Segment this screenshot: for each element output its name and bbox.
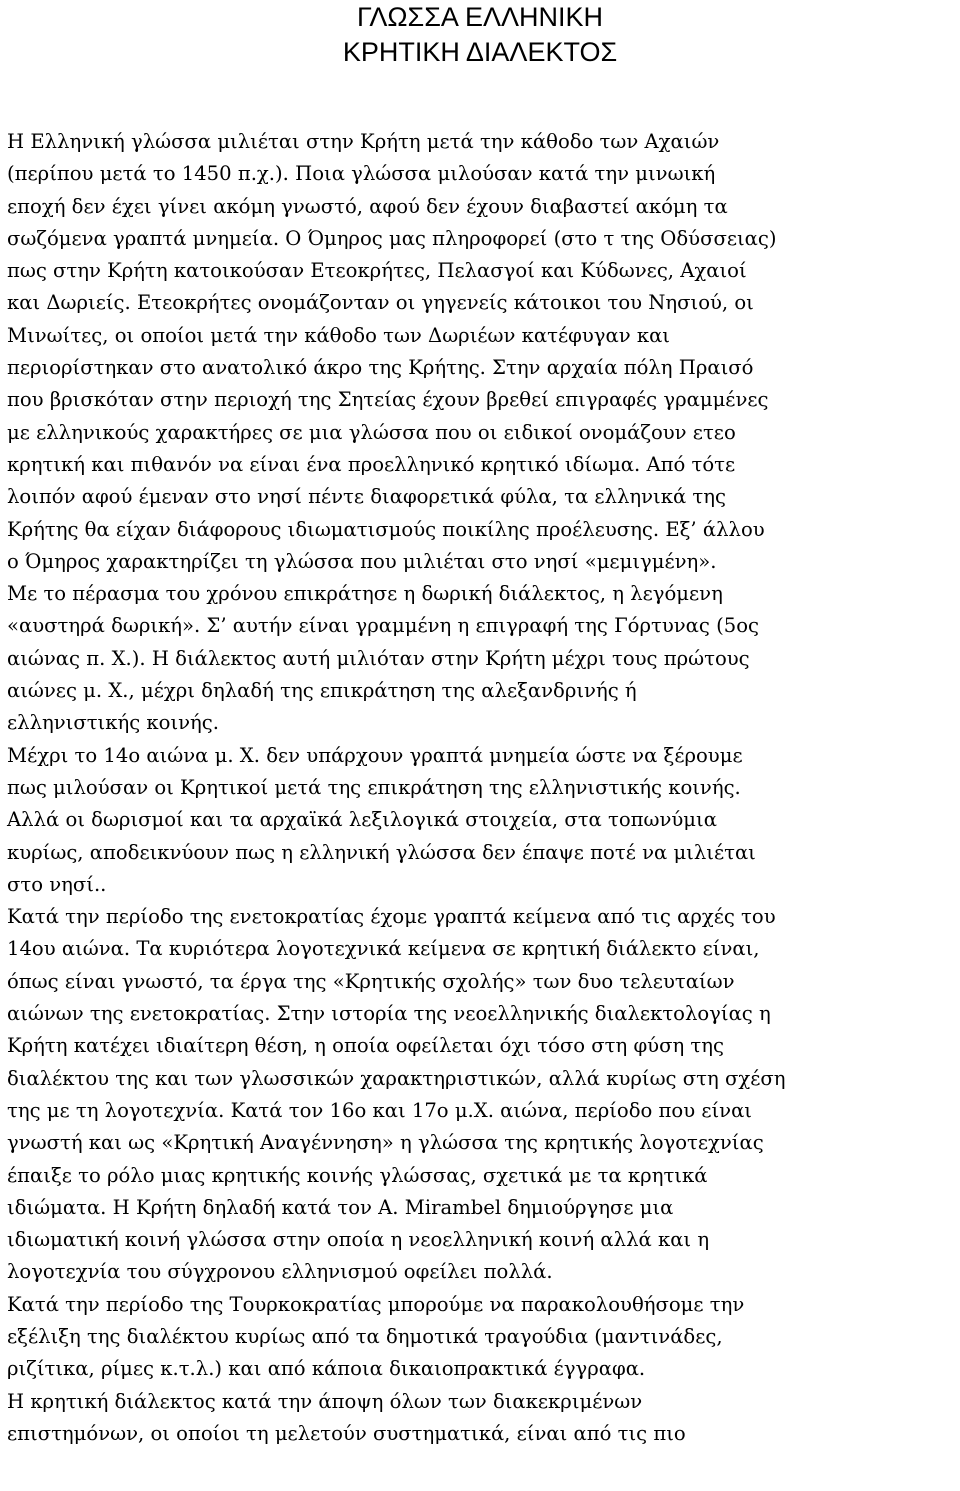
body-line: πως στην Κρήτη κατοικούσαν Ετεοκρήτες, Πελασγοί και Κύδωνες, Αχαιοί — [7, 259, 747, 283]
body-line: ελληνιστικής κοινής. — [7, 711, 219, 735]
body-line: 14ου αιώνα. Τα κυριότερα λογοτεχνικά κείμενα σε κρητική διάλεκτο είναι, — [7, 937, 760, 961]
body-line: ιδιώματα. Η Κρήτη δηλαδή κατά τον Α. Mirambel δημιούργησε μια — [7, 1195, 674, 1219]
body-line: Μέχρι το 14ο αιώνα μ. Χ. δεν υπάρχουν γραπτά μνημεία ώστε να ξέρουμε — [7, 743, 743, 767]
body-line: (περίπου μετά το 1450 π.χ.). Ποια γλώσσα μιλούσαν κατά την μινωική — [7, 162, 716, 186]
body-line: διαλέκτου της και των γλωσσικών χαρακτηριστικών, αλλά κυρίως στη σχέση — [7, 1066, 786, 1090]
body-line: εξέλιξη της διαλέκτου κυρίως από τα δημοτικά τραγούδια (μαντινάδες, — [7, 1324, 723, 1348]
body-line: και Δωριείς. Ετεοκρήτες ονομάζονταν οι γηγενείς κάτοικοι του Νησιού, οι — [7, 291, 754, 315]
body-line: «αυστηρά δωρική». Σ’ αυτήν είναι γραμμένη η επιγραφή της Γόρτυνας (5ος — [7, 614, 759, 638]
body-line: λογοτεχνία του σύγχρονου ελληνισμού οφείλει πολλά. — [7, 1260, 553, 1284]
body-line: Η Ελληνική γλώσσα μιλιέται στην Κρήτη μετά την κάθοδο των Αχαιών — [7, 130, 720, 153]
body-line: έπαιξε το ρόλο μιας κρητικής κοινής γλώσσας, σχετικά με τα κρητικά — [7, 1163, 708, 1187]
body-line: Με το πέρασμα του χρόνου επικράτησε η δωρική διάλεκτος, η λεγόμενη — [7, 582, 723, 606]
body-line: γνωστή και ως «Κρητική Αναγέννηση» η γλώσσα της κρητικής λογοτεχνίας — [7, 1131, 764, 1155]
title-line: ΚΡΗΤΙΚΗ ΔΙΑΛΕΚΤΟΣ — [342, 37, 618, 67]
body-line: περιορίστηκαν στο ανατολικό άκρο της Κρήτης. Στην αρχαία πόλη Πραισό — [7, 356, 754, 380]
body-line: με ελληνικούς χαρακτήρες σε μια γλώσσα που οι ειδικοί ονομάζουν ετεο — [7, 420, 736, 444]
title-line: ΓΛΩΣΣΑ ΕΛΛΗΝΙΚΗ — [356, 2, 604, 32]
body-line: σωζόμενα γραπτά μνημεία. Ο Όμηρος μας πληροφορεί (στο τ της Οδύσσειας) — [7, 226, 777, 250]
body-line: ο Όμηρος χαρακτηρίζει τη γλώσσα που μιλιέται στο νησί «μεμιγμένη». — [7, 549, 717, 573]
body-line: αιώνων της ενετοκρατίας. Στην ιστορία της νεοελληνικής διαλεκτολογίας η — [7, 1002, 771, 1026]
body-line: αιώνες μ. Χ., μέχρι δηλαδή της επικράτηση της αλεξανδρινής ή — [7, 679, 637, 703]
body-line: Μινωίτες, οι οποίοι μετά την κάθοδο των Δωριέων κατέφυγαν και — [7, 323, 670, 347]
document-title — [0, 0, 960, 70]
body-line: Κατά την περίοδο της Τουρκοκρατίας μπορούμε να παρακολουθήσομε την — [7, 1292, 745, 1316]
body-line: επιστημόνων, οι οποίοι τη μελετούν συστηματικά, είναι από τις πιο — [7, 1421, 686, 1445]
body-line: εποχή δεν έχει γίνει ακόμη γνωστό, αφού δεν έχουν διαβαστεί ακόμη τα — [7, 194, 728, 218]
body-line: στο νησί.. — [7, 872, 107, 896]
body-line: Κρήτη κατέχει ιδιαίτερη θέση, η οποία οφείλεται όχι τόσο στη φύση της — [7, 1034, 724, 1058]
body-line: λοιπόν αφού έμεναν στο νησί πέντε διαφορετικά φύλα, τα ελληνικά της — [7, 485, 726, 509]
body-line: Κρήτης θα είχαν διάφορους ιδιωματισμούς ποικίλης προέλευσης. Εξ’ άλλου — [7, 517, 765, 541]
body-line: αιώνας π. Χ.). Η διάλεκτος αυτή μιλιόταν στην Κρήτη μέχρι τους πρώτους — [7, 646, 750, 670]
body-line: πως μιλούσαν οι Κρητικοί μετά της επικράτηση της ελληνιστικής κοινής. — [7, 775, 741, 799]
body-line: Κατά την περίοδο της ενετοκρατίας έχομε γραπτά κείμενα από τις αρχές του — [7, 905, 776, 929]
body-line: κυρίως, αποδεικνύουν πως η ελληνική γλώσσα δεν έπαψε ποτέ να μιλιέται — [7, 840, 756, 864]
body-line: που βρισκόταν στην περιοχή της Σητείας έχουν βρεθεί επιγραφές γραμμένες — [7, 388, 769, 412]
body-line: Η κρητική διάλεκτος κατά την άποψη όλων των διακεκριμένων — [7, 1389, 643, 1413]
body-line: της με τη λογοτεχνία. Κατά τον 16ο και 17ο μ.Χ. αιώνα, περίοδο που είναι — [7, 1098, 752, 1122]
body-line: ριζίτικα, ρίμες κ.τ.λ.) και από κάποια δικαιοπρακτικά έγγραφα. — [7, 1357, 646, 1381]
body-line: ιδιωματική κοινή γλώσσα στην οποία η νεοελληνική κοινή αλλά και η — [7, 1228, 710, 1252]
body-line: Αλλά οι δωρισμοί και τα αρχαϊκά λεξιλογικά στοιχεία, στα τοπωνύμια — [7, 808, 717, 832]
body-line: όπως είναι γνωστό, τα έργα της «Κρητικής σχολής» των δυο τελευταίων — [7, 969, 735, 993]
body-line: κρητική και πιθανόν να είναι ένα προελληνικό κρητικό ιδίωμα. Από τότε — [7, 452, 736, 476]
document-body — [7, 126, 957, 1450]
